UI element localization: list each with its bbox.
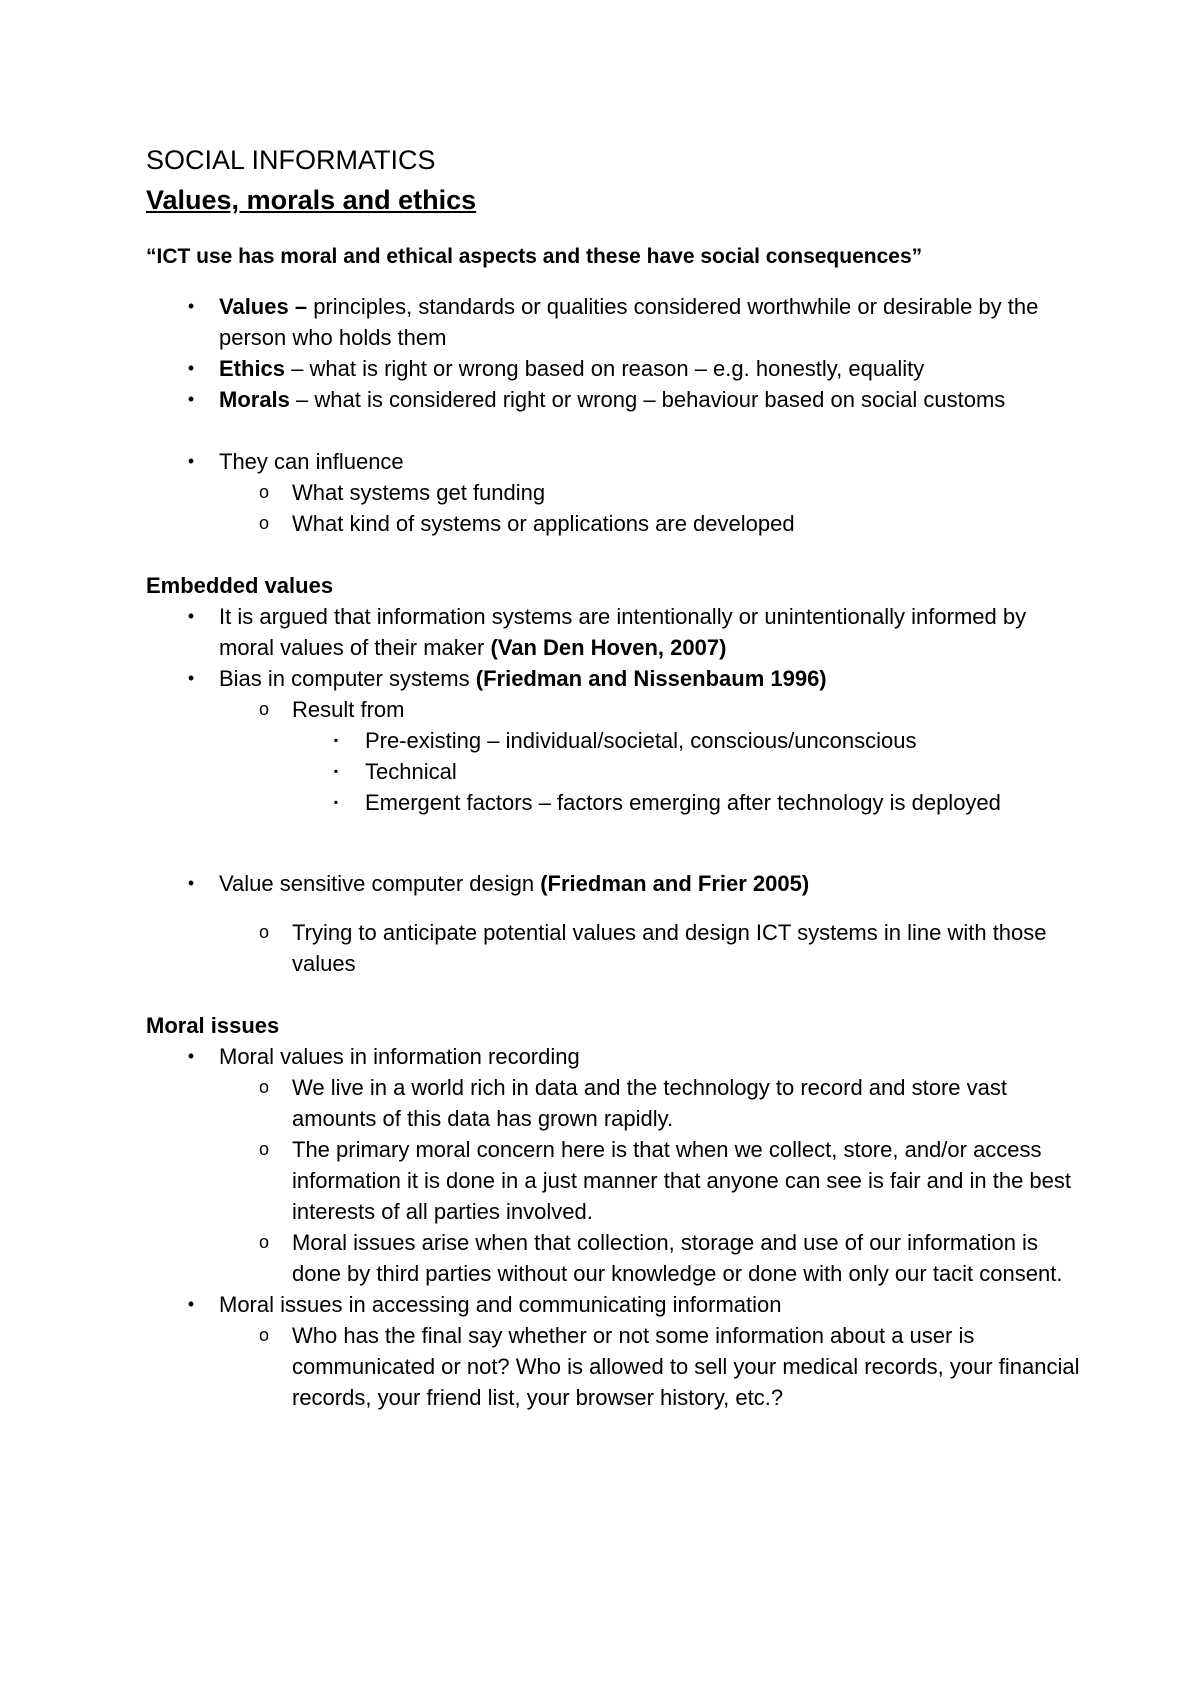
influence-text: They can influence: [219, 449, 404, 474]
square-bullet-icon: ▪: [333, 733, 339, 747]
circle-bullet-icon: o: [258, 922, 269, 942]
item-text: We live in a world rich in data and the technology to record and store vast amounts of this data has grown rapidly.: [292, 1075, 1007, 1131]
list-item: [146, 1041, 1086, 1072]
list-item: [146, 868, 1086, 899]
bullet-icon: •: [187, 451, 195, 471]
bullet-icon: •: [187, 873, 195, 893]
list-item: [146, 787, 1086, 818]
citation: (Friedman and Nissenbaum 1996): [475, 666, 827, 691]
square-bullet-icon: ▪: [333, 795, 339, 809]
item-text: Pre-existing – individual/societal, conscious/unconscious: [365, 728, 917, 753]
bullet-icon: •: [187, 668, 195, 688]
list-item: [146, 1289, 1086, 1320]
item-text: Moral issues in accessing and communicating information: [219, 1292, 782, 1317]
document-page: [146, 140, 1086, 1413]
influence-list: [146, 446, 1086, 539]
item-text: Result from: [292, 697, 405, 722]
circle-bullet-icon: o: [258, 699, 269, 719]
embedded-values-list: [146, 601, 1086, 818]
moral-issues-list: [146, 1041, 1086, 1413]
list-item: [146, 694, 1086, 725]
circle-bullet-icon: o: [258, 482, 269, 502]
item-text: Bias in computer systems: [219, 666, 476, 691]
item-text: Value sensitive computer design: [219, 871, 541, 896]
citation: (Friedman and Frier 2005): [540, 871, 810, 896]
item-text: The primary moral concern here is that when we collect, store, and/or access information it is done in a just manner that anyone can see is fair and in the best interests of all parties involved.: [292, 1137, 1072, 1224]
bullet-icon: •: [187, 1294, 195, 1314]
term-values: Values –: [219, 294, 308, 319]
item-text: Moral issues arise when that collection, storage and use of our information is done by third parties without our knowledge or done with only our tacit consent.: [292, 1230, 1063, 1286]
definitions-list: [146, 291, 1086, 415]
bullet-icon: •: [187, 358, 195, 378]
item-text: Moral values in information recording: [219, 1044, 580, 1069]
influence-item: What kind of systems or applications are developed: [292, 511, 795, 536]
bullet-icon: •: [187, 1046, 195, 1066]
list-item: [146, 508, 1086, 539]
circle-bullet-icon: o: [258, 1232, 269, 1252]
item-text: It is argued that information systems are intentionally or unintentionally informed by moral values of their maker: [219, 604, 1027, 660]
list-item: [146, 477, 1086, 508]
definition-values: [146, 291, 1086, 353]
definition-text: principles, standards or qualities considered worthwhile or desirable by the person who holds them: [219, 294, 1039, 350]
section-heading-moral-issues: Moral issues: [146, 1013, 280, 1038]
circle-bullet-icon: o: [258, 513, 269, 533]
bullet-icon: •: [187, 389, 195, 409]
list-item: [146, 1134, 1086, 1227]
definition-text: – what is considered right or wrong – behaviour based on social customs: [289, 387, 1006, 412]
circle-bullet-icon: o: [258, 1077, 269, 1097]
term-morals: Morals: [219, 387, 290, 412]
item-text: Emergent factors – factors emerging after technology is deployed: [365, 790, 1001, 815]
course-title: SOCIAL INFORMATICS: [146, 145, 436, 175]
list-item: [146, 446, 1086, 477]
influence-item: What systems get funding: [292, 480, 546, 505]
circle-bullet-icon: o: [258, 1325, 269, 1345]
page-title: Values, morals and ethics: [146, 185, 477, 215]
section-heading-embedded-values: Embedded values: [146, 573, 334, 598]
value-sensitive-sublist: [146, 917, 1086, 979]
list-item: [146, 663, 1086, 694]
citation: (Van Den Hoven, 2007): [490, 635, 727, 660]
item-text: Technical: [365, 759, 457, 784]
item-text: Who has the final say whether or not some information about a user is communicated or not? Who is allowed to sell your medical records, your financial records, your friend list, your browser history, etc.?: [292, 1323, 1080, 1410]
item-text: Trying to anticipate potential values and design ICT systems in line with those values: [292, 920, 1047, 976]
quote: “ICT use has moral and ethical aspects and these have social consequences”: [146, 245, 923, 268]
term-ethics: Ethics: [219, 356, 286, 381]
list-item: [146, 725, 1086, 756]
square-bullet-icon: ▪: [333, 764, 339, 778]
list-item: [146, 756, 1086, 787]
list-item: [146, 1227, 1086, 1289]
bullet-icon: •: [187, 296, 195, 316]
value-sensitive-list: [146, 868, 1086, 899]
bullet-icon: •: [187, 606, 195, 626]
circle-bullet-icon: o: [258, 1139, 269, 1159]
list-item: [146, 601, 1086, 663]
definition-morals: [146, 384, 1086, 415]
definition-ethics: [146, 353, 1086, 384]
list-item: [146, 1320, 1086, 1413]
definition-text: – what is right or wrong based on reason – e.g. honestly, equality: [285, 356, 925, 381]
list-item: [146, 1072, 1086, 1134]
list-item: [146, 917, 1086, 979]
